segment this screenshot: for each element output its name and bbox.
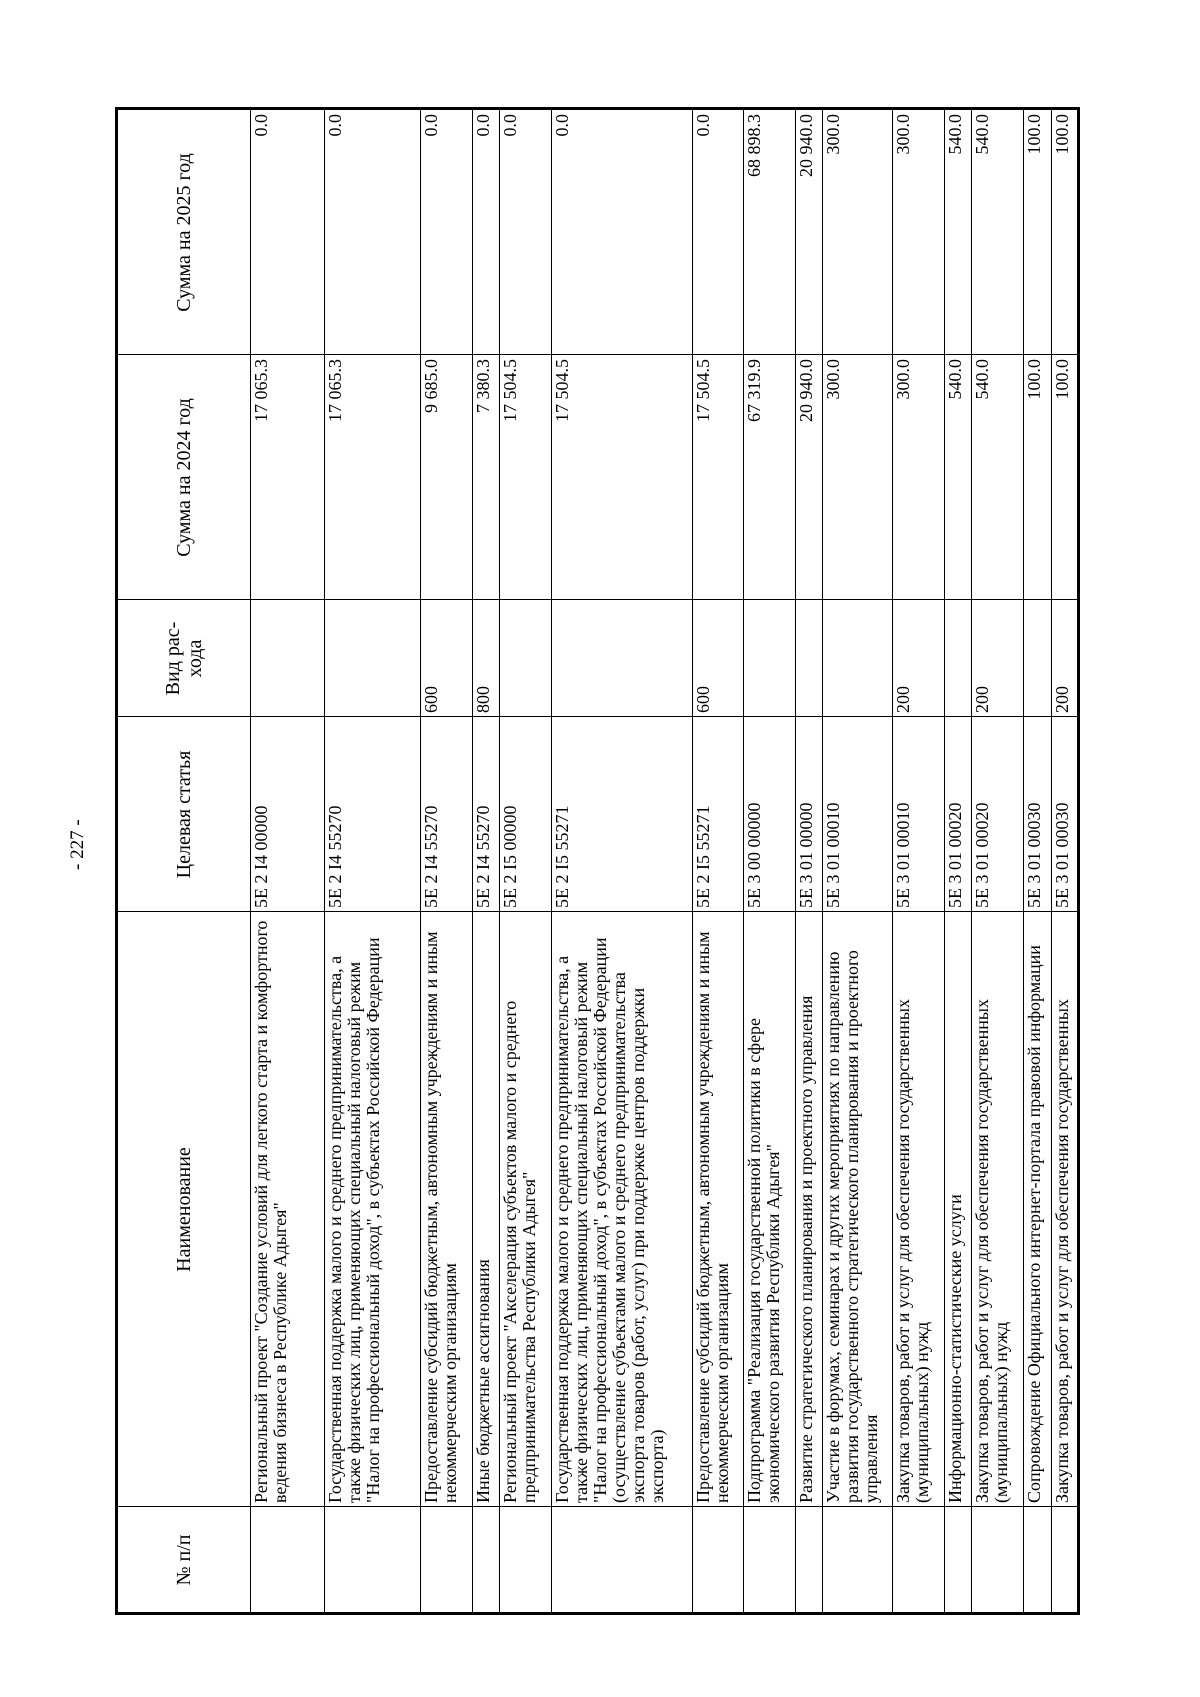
cell-vid xyxy=(744,600,796,717)
cell-num xyxy=(972,1507,1024,1614)
header-num: № п/п xyxy=(117,1507,251,1614)
cell-code: 5Е 3 01 00030 xyxy=(1051,717,1078,912)
cell-vid: 800 xyxy=(472,600,499,717)
cell-sum2024: 300.0 xyxy=(822,355,892,600)
cell-code: 5Е 3 01 00000 xyxy=(795,717,822,912)
cell-vid xyxy=(795,600,822,717)
table-row xyxy=(744,109,796,1614)
cell-num xyxy=(822,1507,892,1614)
cell-code: 5Е 2 I5 55271 xyxy=(692,717,744,912)
cell-name: Закупка товаров, работ и услуг для обеспечения государственных xyxy=(1051,912,1078,1507)
table-row xyxy=(551,109,692,1614)
rotated-table-wrapper xyxy=(115,110,1080,1615)
cell-vid xyxy=(324,600,420,717)
cell-num xyxy=(1023,1507,1051,1614)
cell-name: Подпрограмма "Реализация государственной политики в сфере экономического развития Республики Адыгея" xyxy=(744,912,796,1507)
cell-vid: 200 xyxy=(972,600,1024,717)
cell-name: Государственная поддержка малого и среднего предпринимательства, а также физических лиц, применяющих специальный налоговый режим "Налог на профессиональный доход", в субъектах Российской Федерации (осуществление субъектами малого и среднего предпринимательства экспорта товаров (работ, услуг) при поддержке центров поддержки экспорта) xyxy=(551,912,692,1507)
cell-name: Закупка товаров, работ и услуг для обеспечения государственных (муниципальных) нужд xyxy=(972,912,1024,1507)
header-code: Целевая статья xyxy=(117,717,251,912)
cell-code: 5Е 2 I4 00000 xyxy=(251,717,325,912)
table-row xyxy=(893,109,945,1614)
cell-vid: 200 xyxy=(1051,600,1078,717)
cell-code: 5Е 2 I5 55271 xyxy=(551,717,692,912)
header-vid: Вид рас-хода xyxy=(117,600,251,717)
cell-sum2024: 67 319.9 xyxy=(744,355,796,600)
cell-num xyxy=(893,1507,945,1614)
cell-num xyxy=(795,1507,822,1614)
cell-sum2025: 300.0 xyxy=(893,109,945,355)
cell-code: 5Е 3 01 00010 xyxy=(822,717,892,912)
cell-sum2025: 0.0 xyxy=(551,109,692,355)
cell-sum2024: 17 065.3 xyxy=(251,355,325,600)
cell-sum2025: 540.0 xyxy=(945,109,972,355)
cell-vid xyxy=(551,600,692,717)
cell-name: Сопровождение Официального интернет-портала правовой информации xyxy=(1023,912,1051,1507)
cell-sum2025: 0.0 xyxy=(692,109,744,355)
cell-name: Региональный проект "Акселерация субъектов малого и среднего предпринимательства Республики Адыгея" xyxy=(499,912,551,1507)
cell-vid: 200 xyxy=(893,600,945,717)
cell-sum2024: 100.0 xyxy=(1023,355,1051,600)
cell-vid xyxy=(945,600,972,717)
cell-code: 5Е 2 I4 55270 xyxy=(421,717,473,912)
cell-sum2025: 20 940.0 xyxy=(795,109,822,355)
cell-num xyxy=(692,1507,744,1614)
cell-sum2025: 100.0 xyxy=(1051,109,1078,355)
cell-sum2024: 17 504.5 xyxy=(499,355,551,600)
page-number: - 227 - xyxy=(67,819,88,871)
budget-table xyxy=(115,107,1080,1615)
cell-sum2024: 540.0 xyxy=(972,355,1024,600)
table-row xyxy=(822,109,892,1614)
cell-num xyxy=(421,1507,473,1614)
cell-num xyxy=(945,1507,972,1614)
cell-sum2025: 0.0 xyxy=(472,109,499,355)
table-row xyxy=(499,109,551,1614)
cell-sum2024: 17 504.5 xyxy=(692,355,744,600)
cell-sum2025: 0.0 xyxy=(421,109,473,355)
cell-vid xyxy=(499,600,551,717)
cell-code: 5Е 2 I5 00000 xyxy=(499,717,551,912)
table-body xyxy=(251,109,1079,1614)
cell-vid xyxy=(251,600,325,717)
table-header-row xyxy=(117,109,251,1614)
cell-num xyxy=(551,1507,692,1614)
cell-code: 5Е 3 00 00000 xyxy=(744,717,796,912)
header-name: Наименование xyxy=(117,912,251,1507)
cell-num xyxy=(472,1507,499,1614)
cell-name: Закупка товаров, работ и услуг для обеспечения государственных (муниципальных) нужд xyxy=(893,912,945,1507)
cell-sum2024: 9 685.0 xyxy=(421,355,473,600)
cell-num xyxy=(1051,1507,1078,1614)
cell-name: Иные бюджетные ассигнования xyxy=(472,912,499,1507)
cell-name: Государственная поддержка малого и среднего предпринимательства, а также физических лиц, применяющих специальный налоговый режим "Налог на профессиональный доход", в субъектах Российской Федерации xyxy=(324,912,420,1507)
cell-num xyxy=(324,1507,420,1614)
cell-num xyxy=(744,1507,796,1614)
cell-code: 5Е 3 01 00020 xyxy=(945,717,972,912)
cell-vid: 600 xyxy=(692,600,744,717)
cell-num xyxy=(499,1507,551,1614)
cell-vid xyxy=(1023,600,1051,717)
cell-sum2024: 20 940.0 xyxy=(795,355,822,600)
cell-sum2025: 0.0 xyxy=(499,109,551,355)
header-sum-2025: Сумма на 2025 год xyxy=(117,109,251,355)
cell-name: Информационно-статистические услуги xyxy=(945,912,972,1507)
cell-name: Участие в форумах, семинарах и других мероприятиях по направлению развития государственного стратегического планирования и проектного управления xyxy=(822,912,892,1507)
table-row xyxy=(251,109,325,1614)
cell-sum2025: 68 898.3 xyxy=(744,109,796,355)
cell-name: Развитие стратегического планирования и проектного управления xyxy=(795,912,822,1507)
cell-code: 5Е 3 01 00010 xyxy=(893,717,945,912)
cell-sum2025: 540.0 xyxy=(972,109,1024,355)
table-row xyxy=(324,109,420,1614)
cell-sum2024: 17 065.3 xyxy=(324,355,420,600)
cell-sum2024: 7 380.3 xyxy=(472,355,499,600)
table-row xyxy=(421,109,473,1614)
cell-code: 5Е 3 01 00030 xyxy=(1023,717,1051,912)
table-row xyxy=(945,109,972,1614)
table-row xyxy=(1051,109,1078,1614)
cell-sum2024: 540.0 xyxy=(945,355,972,600)
cell-sum2025: 300.0 xyxy=(822,109,892,355)
cell-name: Предоставление субсидий бюджетным, автономным учреждениям и иным некоммерческим организациям xyxy=(421,912,473,1507)
cell-name: Региональный проект "Создание условий для легкого старта и комфортного ведения бизнеса в Республике Адыгея" xyxy=(251,912,325,1507)
cell-code: 5Е 3 01 00020 xyxy=(972,717,1024,912)
cell-vid: 600 xyxy=(421,600,473,717)
cell-name: Предоставление субсидий бюджетным, автономным учреждениям и иным некоммерческим организациям xyxy=(692,912,744,1507)
cell-num xyxy=(251,1507,325,1614)
table-row xyxy=(692,109,744,1614)
cell-code: 5Е 2 I4 55270 xyxy=(472,717,499,912)
cell-vid xyxy=(822,600,892,717)
cell-sum2025: 0.0 xyxy=(324,109,420,355)
header-sum-2024: Сумма на 2024 год xyxy=(117,355,251,600)
cell-sum2024: 17 504.5 xyxy=(551,355,692,600)
cell-sum2024: 300.0 xyxy=(893,355,945,600)
table-row xyxy=(1023,109,1051,1614)
table-row xyxy=(472,109,499,1614)
cell-sum2024: 100.0 xyxy=(1051,355,1078,600)
cell-code: 5Е 2 I4 55270 xyxy=(324,717,420,912)
table-row xyxy=(972,109,1024,1614)
cell-sum2025: 100.0 xyxy=(1023,109,1051,355)
table-row xyxy=(795,109,822,1614)
cell-sum2025: 0.0 xyxy=(251,109,325,355)
